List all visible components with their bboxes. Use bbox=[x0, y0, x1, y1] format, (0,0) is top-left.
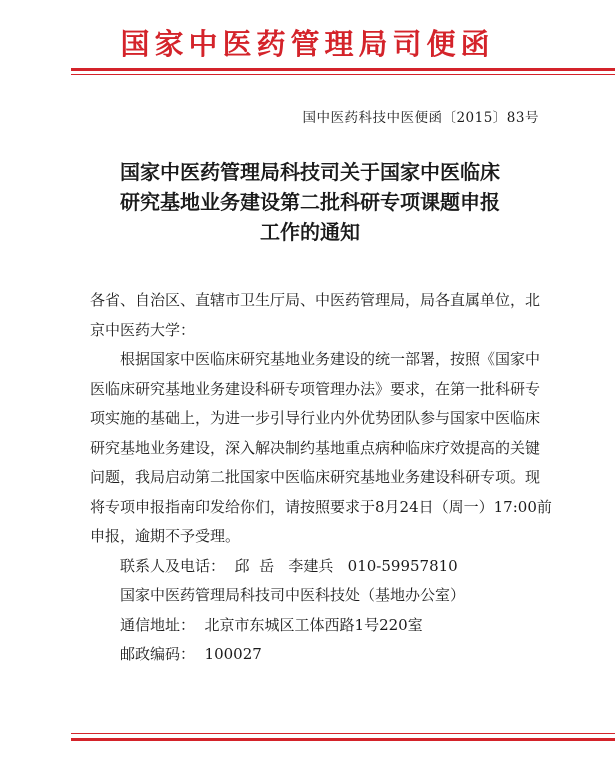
document-body bbox=[90, 286, 552, 670]
letterhead-title: 国家中医药管理局司便函 bbox=[120, 27, 495, 61]
contact-office: 国家中医药管理局科技司中医科技处（基地办公室） bbox=[120, 586, 466, 604]
letterhead-rule-thick bbox=[71, 68, 615, 71]
contact-address: 通信地址： 北京市东城区工体西路1号220室 bbox=[120, 615, 423, 634]
document-number: 国中医药科技中医便函〔2015〕83号 bbox=[302, 110, 539, 126]
footer-rule-thin bbox=[71, 733, 615, 734]
title-line-1: 国家中医药管理局科技司关于国家中医临床 bbox=[120, 160, 500, 184]
contact-people: 联系人及电话： 邱 岳 李建兵 010-59957810 bbox=[120, 556, 458, 575]
addressees: 各省、自治区、直辖市卫生厅局、中医药管理局，局各直属单位，北京中医药大学： bbox=[90, 291, 541, 339]
footer-rule-thick bbox=[71, 738, 615, 741]
title-line-3: 工作的通知 bbox=[260, 220, 360, 244]
contact-postcode: 邮政编码： 100027 bbox=[120, 645, 262, 663]
main-paragraph: 根据国家中医临床研究基地业务建设的统一部署，按照《国家中医临床研究基地业务建设科研专项管理办法》要求，在第一批科研专项实施的基础上，为进一步引导行业内外优势团队参与国家中医临床研究基地业务建设，深入解决制约基地重点病种临床疗效提高的关键问题，我局启动第二批国家中医临床研究基地业务建设科研专项。现将专项申报指南印发给你们，请按照要求于8月24日（周一）17:00前申报，逾期不予受理。 bbox=[90, 350, 552, 545]
document-title bbox=[60, 157, 560, 247]
letterhead-rule-thin bbox=[71, 74, 615, 75]
title-line-2: 研究基地业务建设第二批科研专项课题申报 bbox=[120, 190, 500, 214]
